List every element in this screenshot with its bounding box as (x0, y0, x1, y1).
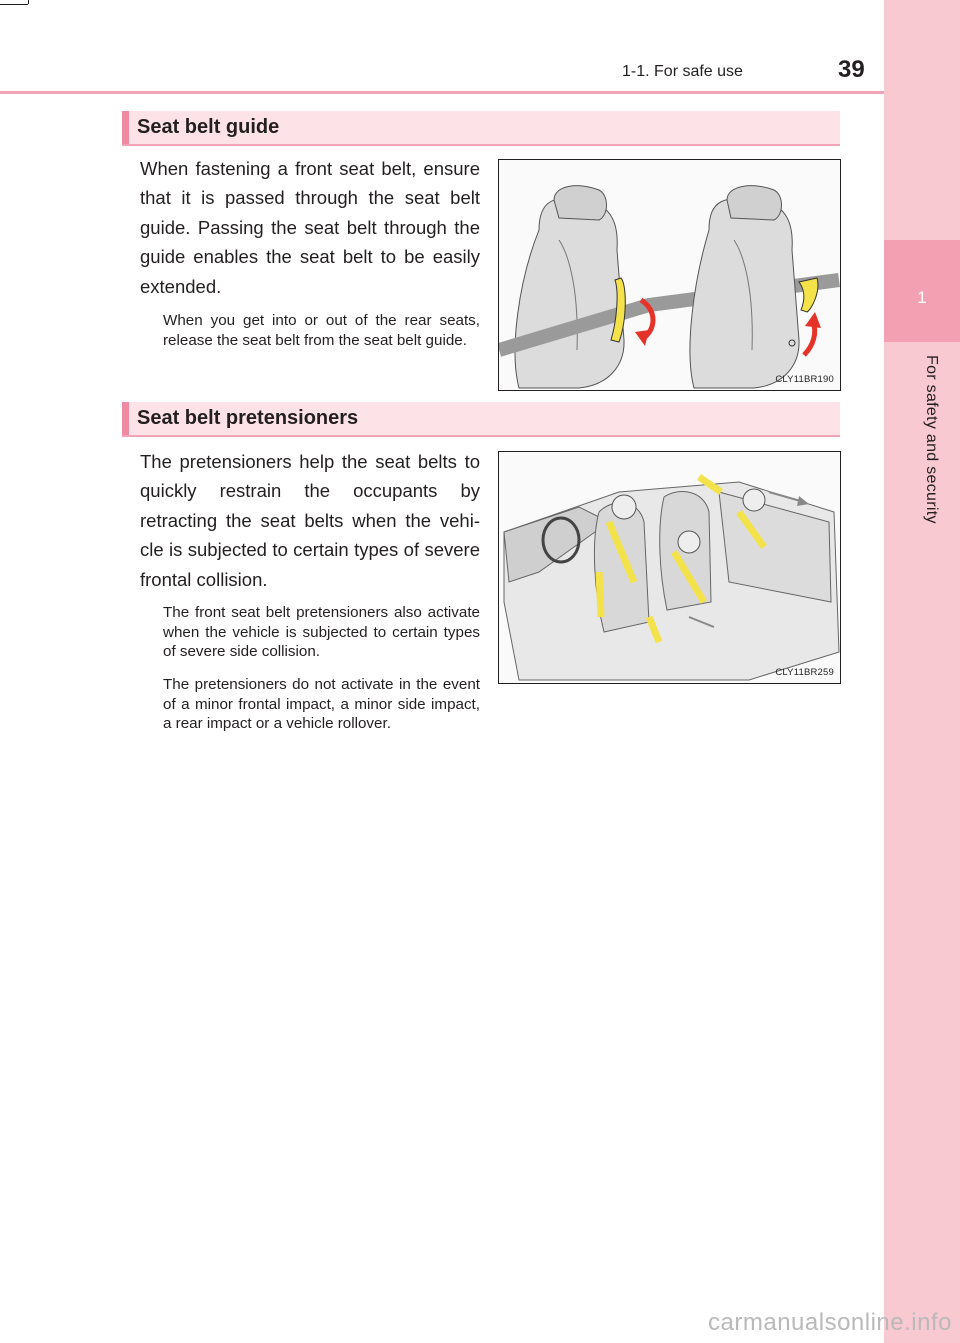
seats-illustration (499, 160, 841, 391)
chapter-side-tab (884, 0, 960, 1343)
seat-belt-guide-body: When fastening a front seat belt, ensure that it is passed through the seat belt guide. Passing the seat belt through the guide enables the seat belt to be easily extended. (140, 158, 480, 297)
chapter-number: 1 (917, 288, 927, 307)
pretensioners-heading (122, 402, 840, 437)
pretensioners-figure (498, 451, 841, 684)
heading-title: Seat belt pretensioners (137, 407, 359, 429)
header-rule (0, 91, 884, 94)
seat-belt-guide-note: When you get into or out of the rear seats, release the seat belt from the seat belt guide. (163, 312, 480, 349)
seat-belt-guide-figure (498, 159, 841, 391)
watermark: carmanualsonline.info (708, 1309, 952, 1336)
heading-title: Seat belt guide (137, 116, 280, 138)
heading-accent-bar (122, 402, 129, 435)
pretensioners-note-1: The front seat belt pretensioners also activate when the vehicle is subjected to certain types of severe side collision. (163, 604, 480, 661)
crop-mark (0, 4, 28, 5)
figure-code: CLY11BR190 (775, 374, 834, 385)
chapter-title: For safety and security (923, 355, 940, 524)
heading-accent-bar (122, 111, 129, 144)
pretensioners-body: The pretensioners help the seat belts to quickly restrain the occupants by retracting the seat belts when the vehi-cle is subjected to certain types of severe frontal collision. (140, 451, 480, 590)
pretensioners-note-2: The pretensioners do not activate in the event of a minor frontal impact, a minor side impact, a rear impact or a vehicle rollover. (163, 676, 480, 733)
page-number: 39 (838, 56, 865, 83)
seat-belt-guide-heading (122, 111, 840, 146)
cabin-illustration (499, 452, 841, 684)
figure-code: CLY11BR259 (775, 667, 834, 678)
crop-mark (28, 0, 29, 4)
section-title: 1-1. For safe use (622, 63, 743, 80)
